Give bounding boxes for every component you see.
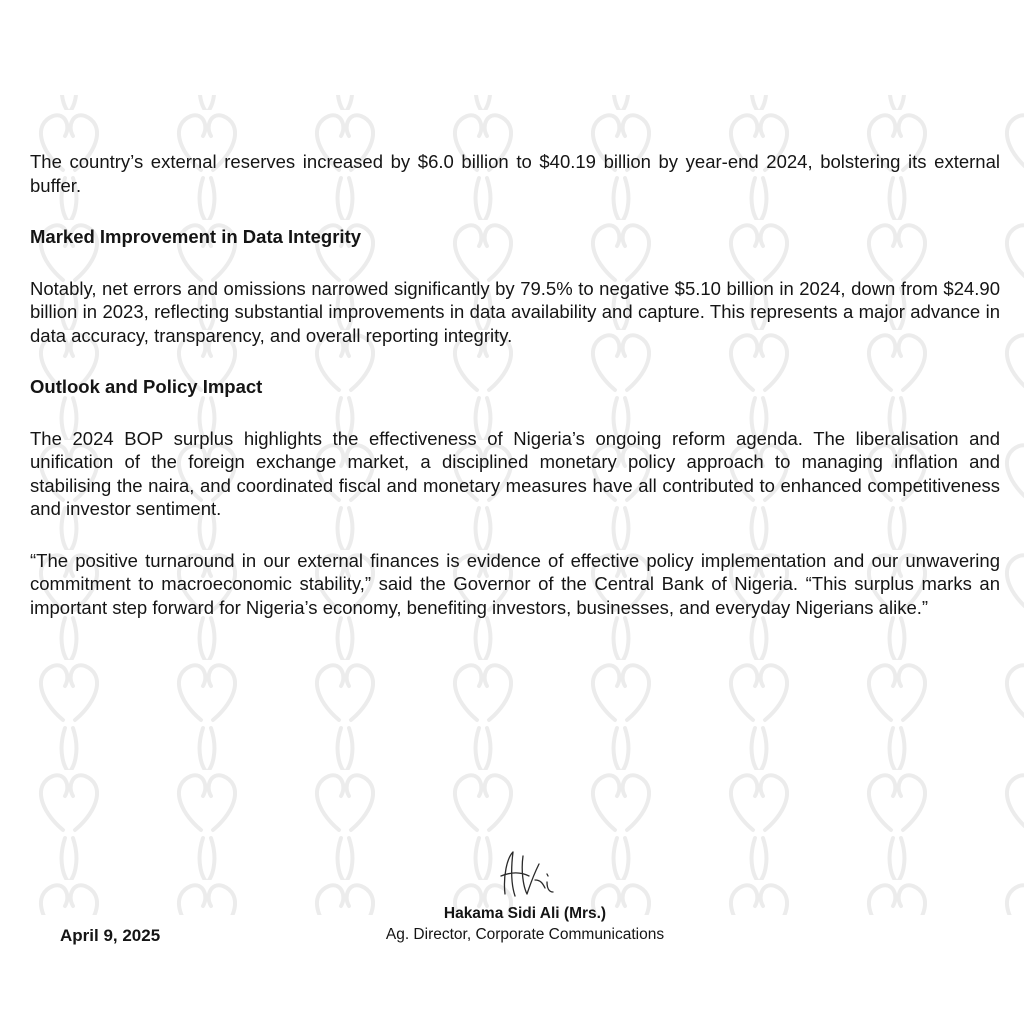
outlook-paragraph: The 2024 BOP surplus highlights the effectiveness of Nigeria’s ongoing reform agenda. The liberalisation and unification of the foreign exchange market, a disciplined monetary policy approach to managing inflation and stabilising the naira, and coordinated fiscal and monetary measures have all contributed to enhanced competitiveness and investor sentiment. <box>30 427 1000 519</box>
press-release-body <box>30 150 1000 647</box>
release-date: April 9, 2025 <box>60 926 161 945</box>
signature-block <box>330 846 720 946</box>
data-integrity-heading: Marked Improvement in Data Integrity <box>30 226 362 247</box>
reserves-paragraph: The country’s external reserves increased by $6.0 billion to $40.19 billion by year-end 2024, bolstering its external buffer. <box>30 151 1000 196</box>
data-integrity-paragraph: Notably, net errors and omissions narrowed significantly by 79.5% to negative $5.10 billion in 2024, down from $24.90 billion in 2023, reflecting substantial improvements in data availability and capture. This represents a major advance in data accuracy, transparency, and overall reporting integrity. <box>30 277 1000 346</box>
governor-quote-paragraph: “The positive turnaround in our external finances is evidence of effective policy implementation and our unwavering commitment to macroeconomic stability,” said the Governor of the Central Bank of Nigeria. “This surplus marks an important step forward for Nigeria’s economy, benefiting investors, businesses, and everyday Nigerians alike.” <box>30 549 1000 618</box>
handwritten-signature <box>485 846 565 902</box>
outlook-heading: Outlook and Policy Impact <box>30 376 263 397</box>
signatory-name: Hakama Sidi Ali (Mrs.) <box>443 905 607 922</box>
signatory-title: Ag. Director, Corporate Communications <box>385 926 665 943</box>
